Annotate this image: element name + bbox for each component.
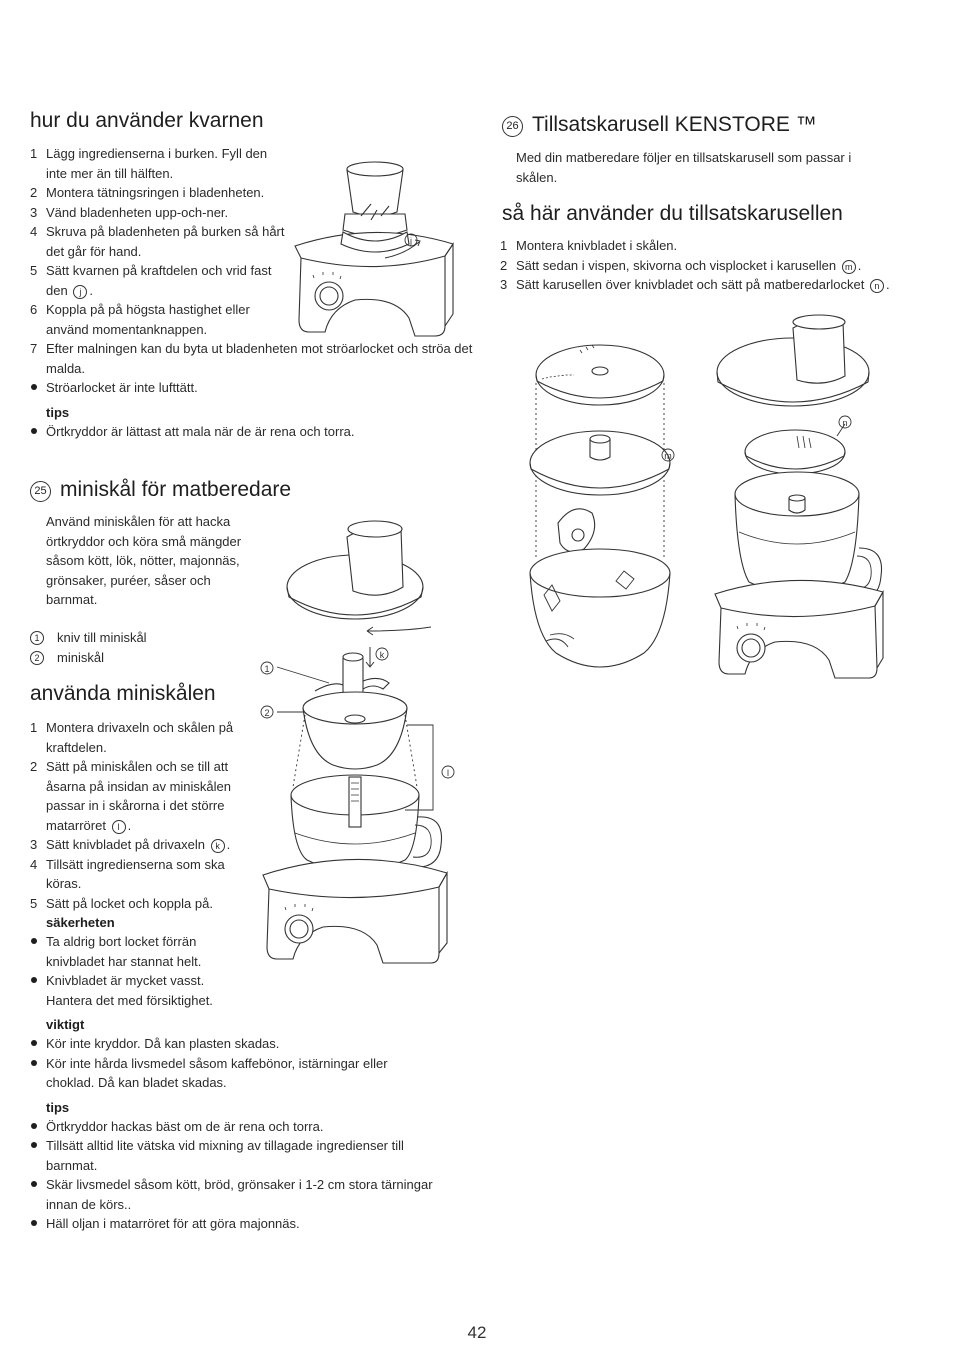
step-number: 2 <box>30 185 38 200</box>
usebowl-tips <box>30 1117 440 1234</box>
carousel-intro: Med din matberedare följer en tillsatskarusell som passar i skålen. <box>516 150 852 185</box>
step-number: 4 <box>30 856 38 872</box>
legend-item <box>30 648 147 668</box>
step-suffix: . <box>89 282 93 298</box>
bullet-item <box>30 1117 440 1137</box>
carousel-title <box>502 112 817 138</box>
step-suffix: . <box>857 257 862 273</box>
bullet-item <box>30 1054 430 1093</box>
safety-label: säkerheten <box>46 915 115 930</box>
step-text: Montera knivbladet i skålen. <box>516 238 678 253</box>
step-number: 6 <box>30 302 38 317</box>
step-text: Efter malningen kan du byta ut bladenheten mot ströarlocket och ströa det malda. <box>46 341 473 376</box>
step-text: Sätt sedan i vispen, skivorna och visplocket i karusellen <box>516 257 837 273</box>
section-number-badge: 26 <box>502 116 523 137</box>
carousel-assembled-illustration <box>705 312 890 712</box>
step-number: 1 <box>500 238 508 253</box>
carousel-subtitle: så här använder du tillsatskarusellen <box>502 202 843 225</box>
ref-n-symbol: n <box>870 279 884 293</box>
usebowl-step <box>30 757 266 835</box>
bullet-dot <box>31 384 37 390</box>
bullet-text: Ströarlocket är inte lufttätt. <box>46 380 198 395</box>
usebowl-steps <box>30 718 266 913</box>
minibowl-illustration <box>255 515 465 970</box>
step-suffix: . <box>127 817 132 833</box>
ref-j-symbol: j <box>73 285 87 299</box>
step-number: 1 <box>30 146 38 161</box>
bullet-text: Häll oljan i matarröret för att göra majonnäs. <box>46 1216 300 1231</box>
step-text: Sätt karusellen över knivbladet och sätt på matberedarlocket <box>516 277 865 292</box>
grinder-tips-label: tips <box>46 404 70 420</box>
figure-label-k: k <box>379 650 385 660</box>
figure-label-n: n <box>842 418 848 428</box>
bullet-dot <box>31 1181 37 1187</box>
step-number: 5 <box>30 263 38 278</box>
bullet-text: Skär livsmedel såsom kött, bröd, grönsaker i 1-2 cm stora tärningar innan de körs.. <box>46 1177 433 1212</box>
usebowl-title: använda miniskålen <box>30 682 216 705</box>
step-text: Tillsätt ingredienserna som ska köras. <box>46 856 225 891</box>
legend-text: miniskål <box>57 649 104 665</box>
legend-text: kniv till miniskål <box>57 630 147 645</box>
step-suffix: . <box>226 837 231 852</box>
bullet-text: Tillsätt alltid lite vätska vid mixning av tillagade ingredienser till barnmat. <box>46 1138 404 1173</box>
bullet-item <box>30 422 460 442</box>
step-number: 1 <box>30 720 38 735</box>
minibowl-title <box>30 477 291 503</box>
grinder-step <box>30 339 476 378</box>
step-number: 2 <box>30 759 38 774</box>
step-text: Koppla på på högsta hastighet eller använd momentanknappen. <box>46 302 250 337</box>
step-text: Sätt på miniskålen och se till att åsarna på insidan av miniskålen passar in i skårorna i det större matarröret <box>46 759 231 833</box>
legend-item <box>30 628 147 648</box>
minibowl-legend <box>30 628 147 667</box>
grinder-illustration <box>285 150 460 340</box>
bullet-dot <box>31 1040 37 1046</box>
safety-bullets <box>30 932 244 1010</box>
bullet-item <box>30 1034 430 1054</box>
bullet-item <box>30 971 244 1010</box>
bullet-text: Ta aldrig bort locket förrän knivbladet har stannat helt. <box>46 934 202 969</box>
usebowl-step <box>30 835 266 855</box>
figure-label-2: 2 <box>264 708 270 718</box>
step-number: 7 <box>30 341 38 356</box>
important-label: viktigt <box>46 1017 85 1032</box>
usebowl-tips-label: tips <box>46 1099 70 1115</box>
bullet-text: Knivbladet är mycket vasst. Hantera det med försiktighet. <box>46 973 213 1008</box>
bullet-dot <box>31 1142 37 1148</box>
grinder-tips <box>30 422 460 442</box>
usebowl-step <box>30 718 266 757</box>
step-number: 3 <box>30 204 38 220</box>
bullet-text: Kör inte hårda livsmedel såsom kaffebönor, istärningar eller choklad. Då kan bladet skadas. <box>46 1055 388 1090</box>
step-text: Montera drivaxeln och skålen på kraftdelen. <box>46 720 234 755</box>
bullet-item <box>30 1175 440 1214</box>
grinder-step <box>30 183 266 203</box>
step-text: Vänd bladenheten upp-och-ner. <box>46 204 229 220</box>
carousel-steps <box>500 236 930 295</box>
usebowl-step <box>30 855 256 894</box>
bullet-dot <box>31 1060 37 1066</box>
important-bullets <box>30 1034 430 1093</box>
ref-m-symbol: m <box>842 260 856 274</box>
bullet-item <box>30 1214 440 1234</box>
step-number: 4 <box>30 224 38 239</box>
carousel-step <box>500 236 930 256</box>
step-text: Sätt kvarnen på kraftdelen och vrid fast den <box>46 263 272 298</box>
step-text: Montera tätningsringen i bladenheten. <box>46 185 265 200</box>
bullet-text: Örtkryddor hackas bäst om de är rena och torra. <box>46 1118 324 1134</box>
grinder-step <box>30 144 286 183</box>
carousel-exploded-illustration <box>520 335 690 695</box>
step-number: 3 <box>30 837 38 852</box>
carousel-title-text: Tillsatskarusell KENSTORE ™ <box>532 113 817 136</box>
ref-l-symbol: l <box>112 820 126 834</box>
legend-symbol: 2 <box>30 651 44 665</box>
carousel-step <box>500 275 930 295</box>
bullet-item <box>30 1136 440 1175</box>
bullet-text: Kör inte kryddor. Då kan plasten skadas. <box>46 1036 280 1051</box>
grinder-bullets <box>30 378 460 398</box>
figure-label-m: m <box>664 451 672 461</box>
figure-label-j: j <box>410 236 412 246</box>
bullet-dot <box>31 1123 37 1129</box>
figure-label-l: l <box>447 768 449 778</box>
grinder-step <box>30 300 291 339</box>
legend-symbol: 1 <box>30 631 44 645</box>
step-suffix: . <box>885 277 890 292</box>
page-number: 42 <box>467 1323 487 1342</box>
carousel-step <box>500 256 930 276</box>
step-text: Sätt på locket och koppla på. <box>46 895 213 911</box>
usebowl-step <box>30 894 266 914</box>
bullet-dot <box>31 977 37 983</box>
step-text: Lägg ingredienserna i burken. Fyll den inte mer än till hälften. <box>46 146 268 181</box>
minibowl-intro: Använd miniskålen för att hacka örtkryddor och köra små mängder såsom kött, lök, nötter, majonnäs, grönsaker, puréer, såser och barnmat. <box>46 514 242 607</box>
grinder-step <box>30 222 298 261</box>
bullet-text: Örtkryddor är lättast att mala när de är rena och torra. <box>46 423 355 439</box>
bullet-item <box>30 378 460 398</box>
grinder-title: hur du använder kvarnen <box>30 109 264 132</box>
bullet-dot <box>31 1220 37 1226</box>
step-text: Skruva på bladenheten på burken så hårt det går för hand. <box>46 224 285 259</box>
step-number: 3 <box>500 277 508 292</box>
ref-k-symbol: k <box>211 839 225 853</box>
figure-label-1: 1 <box>264 664 270 674</box>
minibowl-title-text: miniskål för matberedare <box>60 478 292 501</box>
step-text: Sätt knivbladet på drivaxeln <box>46 837 205 852</box>
step-number: 5 <box>30 895 38 911</box>
bullet-dot <box>31 428 37 434</box>
step-number: 2 <box>500 257 508 273</box>
bullet-dot <box>31 938 37 944</box>
section-number-badge: 25 <box>30 481 51 502</box>
bullet-item <box>30 932 244 971</box>
grinder-step <box>30 261 291 300</box>
